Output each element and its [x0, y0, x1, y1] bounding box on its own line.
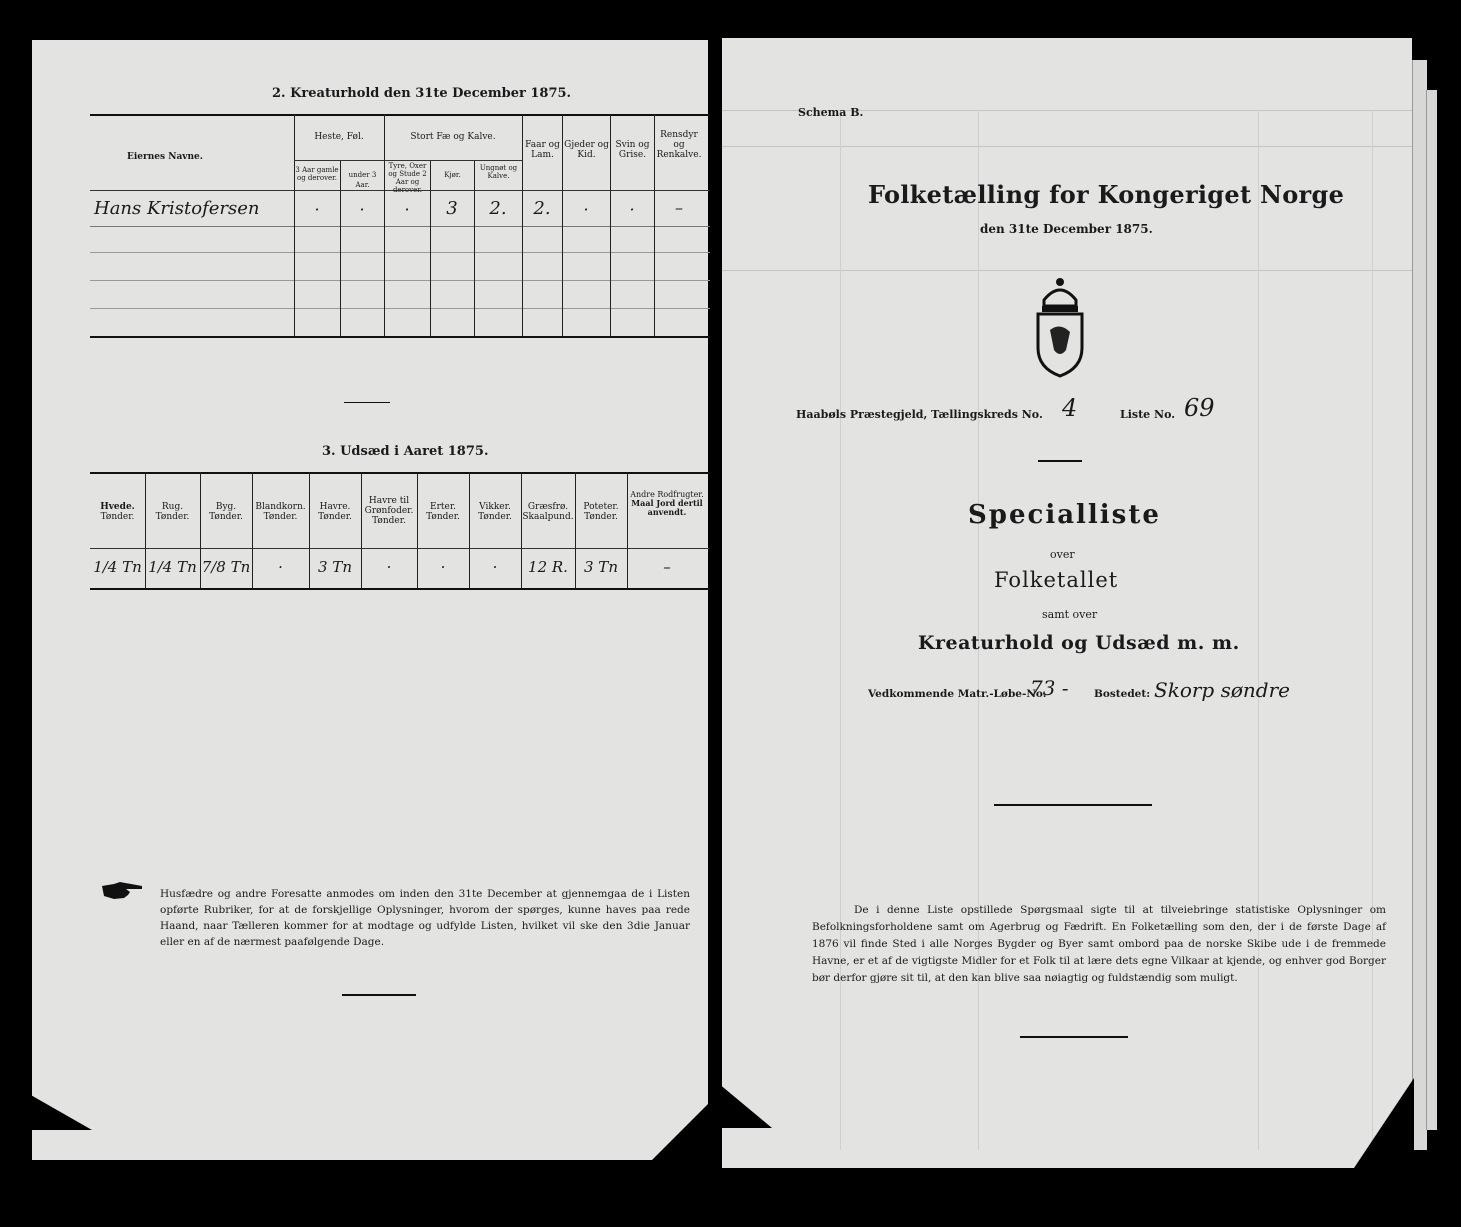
bostedet-value: Skorp søndre	[1154, 678, 1290, 702]
ghost-rule	[1258, 110, 1259, 1150]
ghost-rule	[1372, 110, 1373, 1150]
folketallet-heading: Folketallet	[994, 568, 1119, 592]
value-sheep: 2.	[533, 198, 551, 219]
value-goats: ·	[583, 200, 589, 219]
crop-header: Hvede. Tønder.	[100, 502, 135, 522]
crop-header: Vikker. Tønder.	[478, 502, 512, 522]
owner-header: Eiernes Navne.	[127, 152, 203, 162]
right-page	[722, 38, 1412, 1168]
pointing-hand-icon	[100, 880, 144, 902]
kreds-number: 4	[1062, 394, 1078, 422]
corner-clip	[642, 1100, 712, 1170]
crop-value: ·	[386, 558, 392, 576]
table-rule	[90, 472, 710, 474]
pigs-header: Svin og Grise.	[615, 140, 650, 160]
crop-header: Andre Rodfrugter. Maal Jord dertil anvendt.	[630, 490, 704, 517]
table-column-rule	[294, 114, 295, 336]
crop-value: 7/8 Tn	[201, 558, 251, 576]
liste-label: Liste No.	[1120, 408, 1176, 421]
crop-value: 1/4 Tn	[93, 558, 142, 576]
separator-line	[344, 402, 390, 403]
kreaturhold-heading: Kreaturhold og Udsæd m. m.	[918, 632, 1240, 654]
liste-number: 69	[1184, 394, 1215, 422]
sheep-header: Faar og Lam.	[525, 140, 560, 160]
matr-number: 73 -	[1030, 676, 1069, 700]
value-horses-old: ·	[314, 200, 320, 219]
corner-clip	[712, 1078, 772, 1128]
ghost-rule	[840, 110, 841, 1150]
cattle-group-header: Stort Fæ og Kalve.	[410, 132, 496, 142]
page-stack-edge	[1426, 90, 1437, 1130]
prestegjeld-label: Haabøls Præstegjeld, Tællingskreds No.	[796, 408, 1043, 421]
section3-title: 3. Udsæd i Aaret 1875.	[322, 444, 489, 459]
cows-header: Kjør.	[444, 171, 461, 179]
crop-header: Rug. Tønder.	[155, 502, 190, 522]
crop-header: Blandkorn. Tønder.	[255, 502, 306, 522]
crop-value: 3 Tn	[584, 558, 618, 576]
table-rule	[90, 252, 710, 253]
table-rule	[90, 114, 710, 116]
crop-value: 3 Tn	[318, 558, 352, 576]
crop-header: Havre til Grønfoder. Tønder.	[364, 496, 414, 526]
notice-text: Husfædre og andre Foresatte anmodes om inden den 31te December at gjennemgaa de i Listen opførte Rubriker, for at de forskjellige Oplysninger, hvorom der spørges, kunne haves paa rede Haand, naar Tælleren kommer for at modtage og udfylde Listen, hvilket vil ske den 3die Januar eller en af de nærmest paafølgende Dage.	[160, 888, 690, 948]
crop-value: ·	[492, 558, 498, 576]
matr-label: Vedkommende Matr.-Løbe-No.	[868, 688, 1047, 700]
corner-clip	[22, 1090, 92, 1130]
left-page	[32, 40, 708, 1160]
crop-value: –	[663, 558, 671, 576]
section2-title: 2. Kreaturhold den 31te December 1875.	[272, 86, 572, 101]
value-calves: 2.	[489, 198, 507, 219]
table-rule	[294, 160, 384, 161]
table-rule	[90, 280, 710, 281]
table-rule	[384, 160, 522, 161]
crop-value: ·	[278, 558, 283, 576]
oxen-header: Tyre, Oxer og Stude 2 Aar og derover.	[388, 162, 427, 194]
form-date: den 31te December 1875.	[980, 222, 1153, 236]
value-cows: 3	[446, 198, 458, 219]
over-label: over	[1050, 548, 1075, 561]
info-text: De i denne Liste opstillede Spørgsmaal sigte til at tilveiebringe statistiske Oplysninger om Befolkningsforholdene samt om Agerbrug og Fædrift. En Folketælling som den, der i de første Dage af 1876 vil finde Sted i alle Norges Bygder og Byer samt ombord paa de norske Skibe ude i de fremmede Havne, er et af de vigtigste Midler for et Folk til at lære dets egne Vilkaar at kjende, og enhver god Borger bør derfor gjøre sit til, at den kan blive saa nøiagtig og fuldstændig som muligt.	[812, 904, 1386, 984]
value-reindeer: –	[675, 198, 683, 217]
owner-name: Hans Kristofersen	[94, 198, 260, 219]
page-stack-edge	[1412, 60, 1427, 1150]
calves-header: Ungnøt og Kalve.	[479, 164, 518, 180]
ghost-rule	[978, 110, 979, 1150]
specialliste-heading: Specialliste	[968, 500, 1161, 530]
table-rule	[90, 226, 710, 227]
goats-header: Gjeder og Kid.	[564, 140, 609, 160]
horses-young-header: under 3 Aar.	[348, 171, 377, 189]
separator-line	[342, 994, 416, 996]
samt-over-label: samt over	[1042, 608, 1098, 621]
value-oxen: ·	[404, 200, 410, 219]
value-horses-young: ·	[359, 200, 365, 219]
form-title: Folketælling for Kongeriget Norge	[868, 180, 1345, 209]
separator-line	[1020, 1036, 1128, 1038]
coat-of-arms-icon	[1030, 270, 1090, 380]
corner-clip	[1354, 1078, 1414, 1168]
table-rule	[90, 308, 710, 309]
reindeer-header: Rensdyr og Renkalve.	[656, 130, 702, 160]
horses-old-header: 3 Aar gamle og derover.	[295, 166, 339, 182]
table-column-rule	[384, 114, 385, 336]
table-rule	[90, 336, 710, 338]
crop-value: 12 R.	[528, 558, 568, 576]
crop-value: 1/4 Tn	[148, 558, 197, 576]
value-pigs: ·	[629, 200, 635, 219]
crop-header: Poteter. Tønder.	[583, 502, 619, 522]
horses-group-header: Heste, Føl.	[314, 132, 364, 142]
schema-label: Schema B.	[798, 106, 864, 119]
crop-header: Græsfrø. Skaalpund.	[522, 502, 574, 522]
crop-value: ·	[440, 558, 446, 576]
table-rule	[90, 588, 710, 590]
ghost-rule	[722, 146, 1412, 147]
separator-line	[1038, 460, 1082, 462]
table-column-rule	[430, 160, 431, 336]
crop-header: Byg. Tønder.	[209, 502, 243, 522]
table-column-rule	[474, 160, 475, 336]
crop-header: Erter. Tønder.	[426, 502, 460, 522]
table-rule	[90, 548, 710, 549]
separator-line	[994, 804, 1152, 806]
bostedet-label: Bostedet:	[1094, 688, 1151, 700]
crop-header: Havre. Tønder.	[318, 502, 352, 522]
